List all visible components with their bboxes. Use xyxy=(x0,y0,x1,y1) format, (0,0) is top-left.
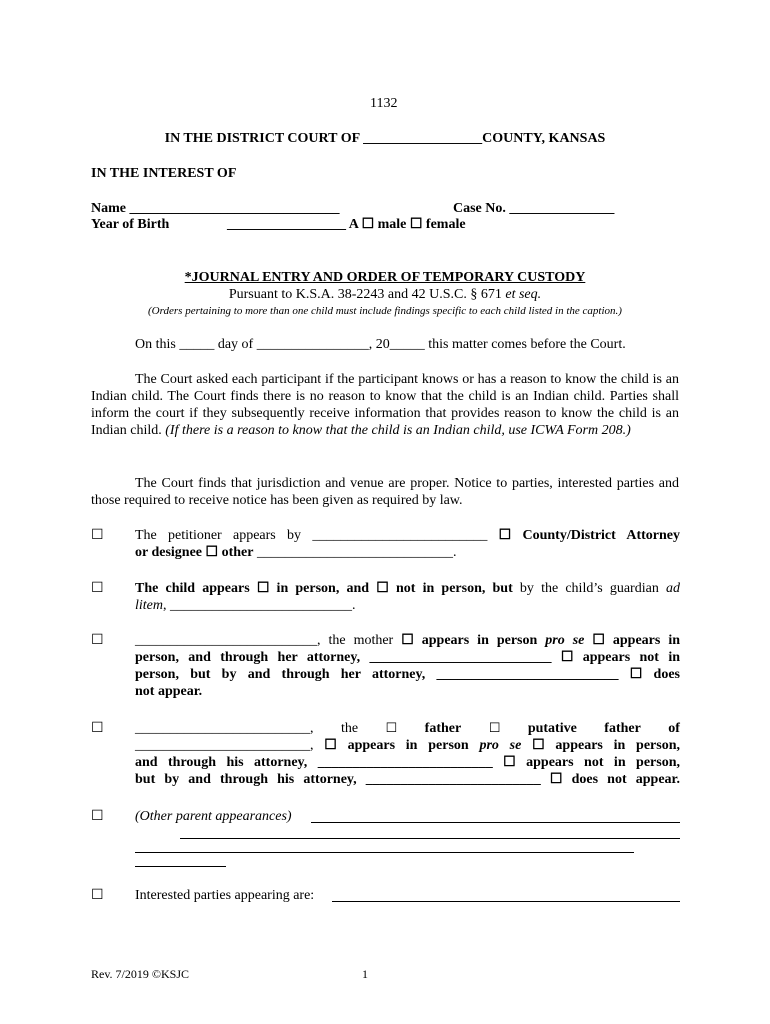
putative-father-checkbox[interactable]: ☐ xyxy=(488,721,501,736)
putative-label: putative xyxy=(527,721,577,736)
father-checkbox[interactable]: ☐ xyxy=(91,720,104,736)
father-name-blank: _________________________, xyxy=(135,721,314,736)
father-line-3: and through his attorney, _________________________ ☐ appears not in person, xyxy=(135,755,680,770)
father-line-1 xyxy=(135,720,680,737)
petitioner-line-2 xyxy=(135,544,680,561)
court-heading: IN THE DISTRICT COURT OF _________________COUNTY, KANSAS xyxy=(164,131,606,146)
child-appears-text: The child appears ☐ in person, and ☐ not in person, but xyxy=(135,581,513,596)
interested-parties-checkbox[interactable]: ☐ xyxy=(91,887,104,903)
petitioner-other-blank: ____________________________. xyxy=(253,545,457,560)
footer-page-number: 1 xyxy=(362,967,368,981)
top-page-number: 1132 xyxy=(370,96,398,111)
document-title: *JOURNAL ENTRY AND ORDER OF TEMPORARY CUSTODY xyxy=(184,270,586,285)
mother-checkbox[interactable]: ☐ xyxy=(91,632,104,648)
petitioner-line-1 xyxy=(135,527,680,544)
child-line-2 xyxy=(135,597,680,614)
mother-in-person: ☐ appears in person xyxy=(401,633,546,648)
other-parent-checkbox[interactable]: ☐ xyxy=(91,808,104,824)
child-guardian-blank: , __________________________. xyxy=(163,598,356,613)
mother-pro-se: pro se xyxy=(545,633,585,648)
indian-child-paragraph xyxy=(91,371,679,439)
other-parent-blank-4[interactable] xyxy=(135,866,226,867)
mother-name-blank: __________________________, the mother xyxy=(135,633,402,648)
father-the: the xyxy=(340,721,359,736)
father-line-2 xyxy=(135,737,680,754)
other-parent-blank-1[interactable] xyxy=(311,822,680,823)
child-item xyxy=(135,580,680,614)
child-litem-text: litem xyxy=(135,598,163,613)
child-name-blank: _________________________, xyxy=(135,738,325,753)
father-of-label: of xyxy=(668,721,680,736)
county-attorney-option: ☐ County/District Attorney xyxy=(498,528,680,543)
father-pro-se: pro se xyxy=(479,738,522,753)
year-of-birth-label: Year of Birth xyxy=(91,217,170,232)
icwa-note: (If there is a reason to know that the child is an Indian child, use ICWA Form 208.) xyxy=(165,423,631,438)
child-checkbox[interactable]: ☐ xyxy=(91,580,104,596)
mother-appears-in: ☐ appears in xyxy=(584,633,680,648)
footer-revision: Rev. 7/2019 ©KSJC xyxy=(91,967,190,981)
other-parent-blank-3[interactable] xyxy=(135,852,634,853)
mother-item xyxy=(135,632,680,700)
orders-note: (Orders pertaining to more than one child must include findings specific to each child listed in the caption.) xyxy=(148,305,622,317)
petitioner-text: The petitioner appears by _________________________ xyxy=(135,528,499,543)
year-of-birth-line: _________________ A ☐ male ☐ female xyxy=(227,217,466,232)
pursuant-et-seq: et seq. xyxy=(505,287,542,302)
interested-parties-blank[interactable] xyxy=(332,901,680,902)
interested-parties-label: Interested parties appearing are: xyxy=(135,888,315,903)
child-line-1 xyxy=(135,580,680,597)
name-line: Name ______________________________ xyxy=(91,201,340,216)
father-option-checkbox[interactable]: ☐ xyxy=(385,721,398,736)
father-in-person: ☐ appears in person xyxy=(324,738,480,753)
indian-child-text: The Court asked each participant if the participant knows or has a reason to know the child is an Indian child. The Court finds there is no reason to know that the child is an Indian child. Parties shall inform the court if they subsequently receive information that provides reason to know the child is an Indian child. xyxy=(91,372,679,438)
pursuant-line xyxy=(0,286,770,303)
case-number: Case No. _______________ xyxy=(453,201,615,216)
father-appears-in-person: ☐ appears in person, xyxy=(521,738,681,753)
designee-other-option: or designee ☐ other xyxy=(135,545,254,560)
mother-line-2: person, and through her attorney, __________________________ ☐ appears not in xyxy=(135,650,680,665)
petitioner-item xyxy=(135,527,680,561)
mother-line-1 xyxy=(135,632,680,649)
putative-father-label: father xyxy=(604,721,641,736)
petitioner-checkbox[interactable]: ☐ xyxy=(91,527,104,543)
in-the-interest-of: IN THE INTEREST OF xyxy=(91,166,237,181)
other-parent-blank-2[interactable] xyxy=(180,838,680,839)
on-this-line: On this _____ day of ________________, 20_____ this matter comes before the Court. xyxy=(135,337,626,352)
other-parent-label: (Other parent appearances) xyxy=(135,809,292,824)
child-guardian-text: by the child’s guardian xyxy=(512,581,666,596)
father-option-label: father xyxy=(424,721,462,736)
father-item xyxy=(135,720,680,788)
mother-line-4: not appear. xyxy=(135,684,203,699)
mother-line-3: person, but by and through her attorney, __________________________ ☐ does xyxy=(135,667,680,682)
pursuant-text: Pursuant to K.S.A. 38-2243 and 42 U.S.C. § 671 xyxy=(228,287,506,302)
father-line-4: but by and through his attorney, _________________________ ☐ does not appear. xyxy=(135,772,680,787)
jurisdiction-paragraph: The Court finds that jurisdiction and venue are proper. Notice to parties, interested parties and those required to receive notice has been given as required by law. xyxy=(91,476,679,508)
child-ad-text: ad xyxy=(665,581,680,596)
